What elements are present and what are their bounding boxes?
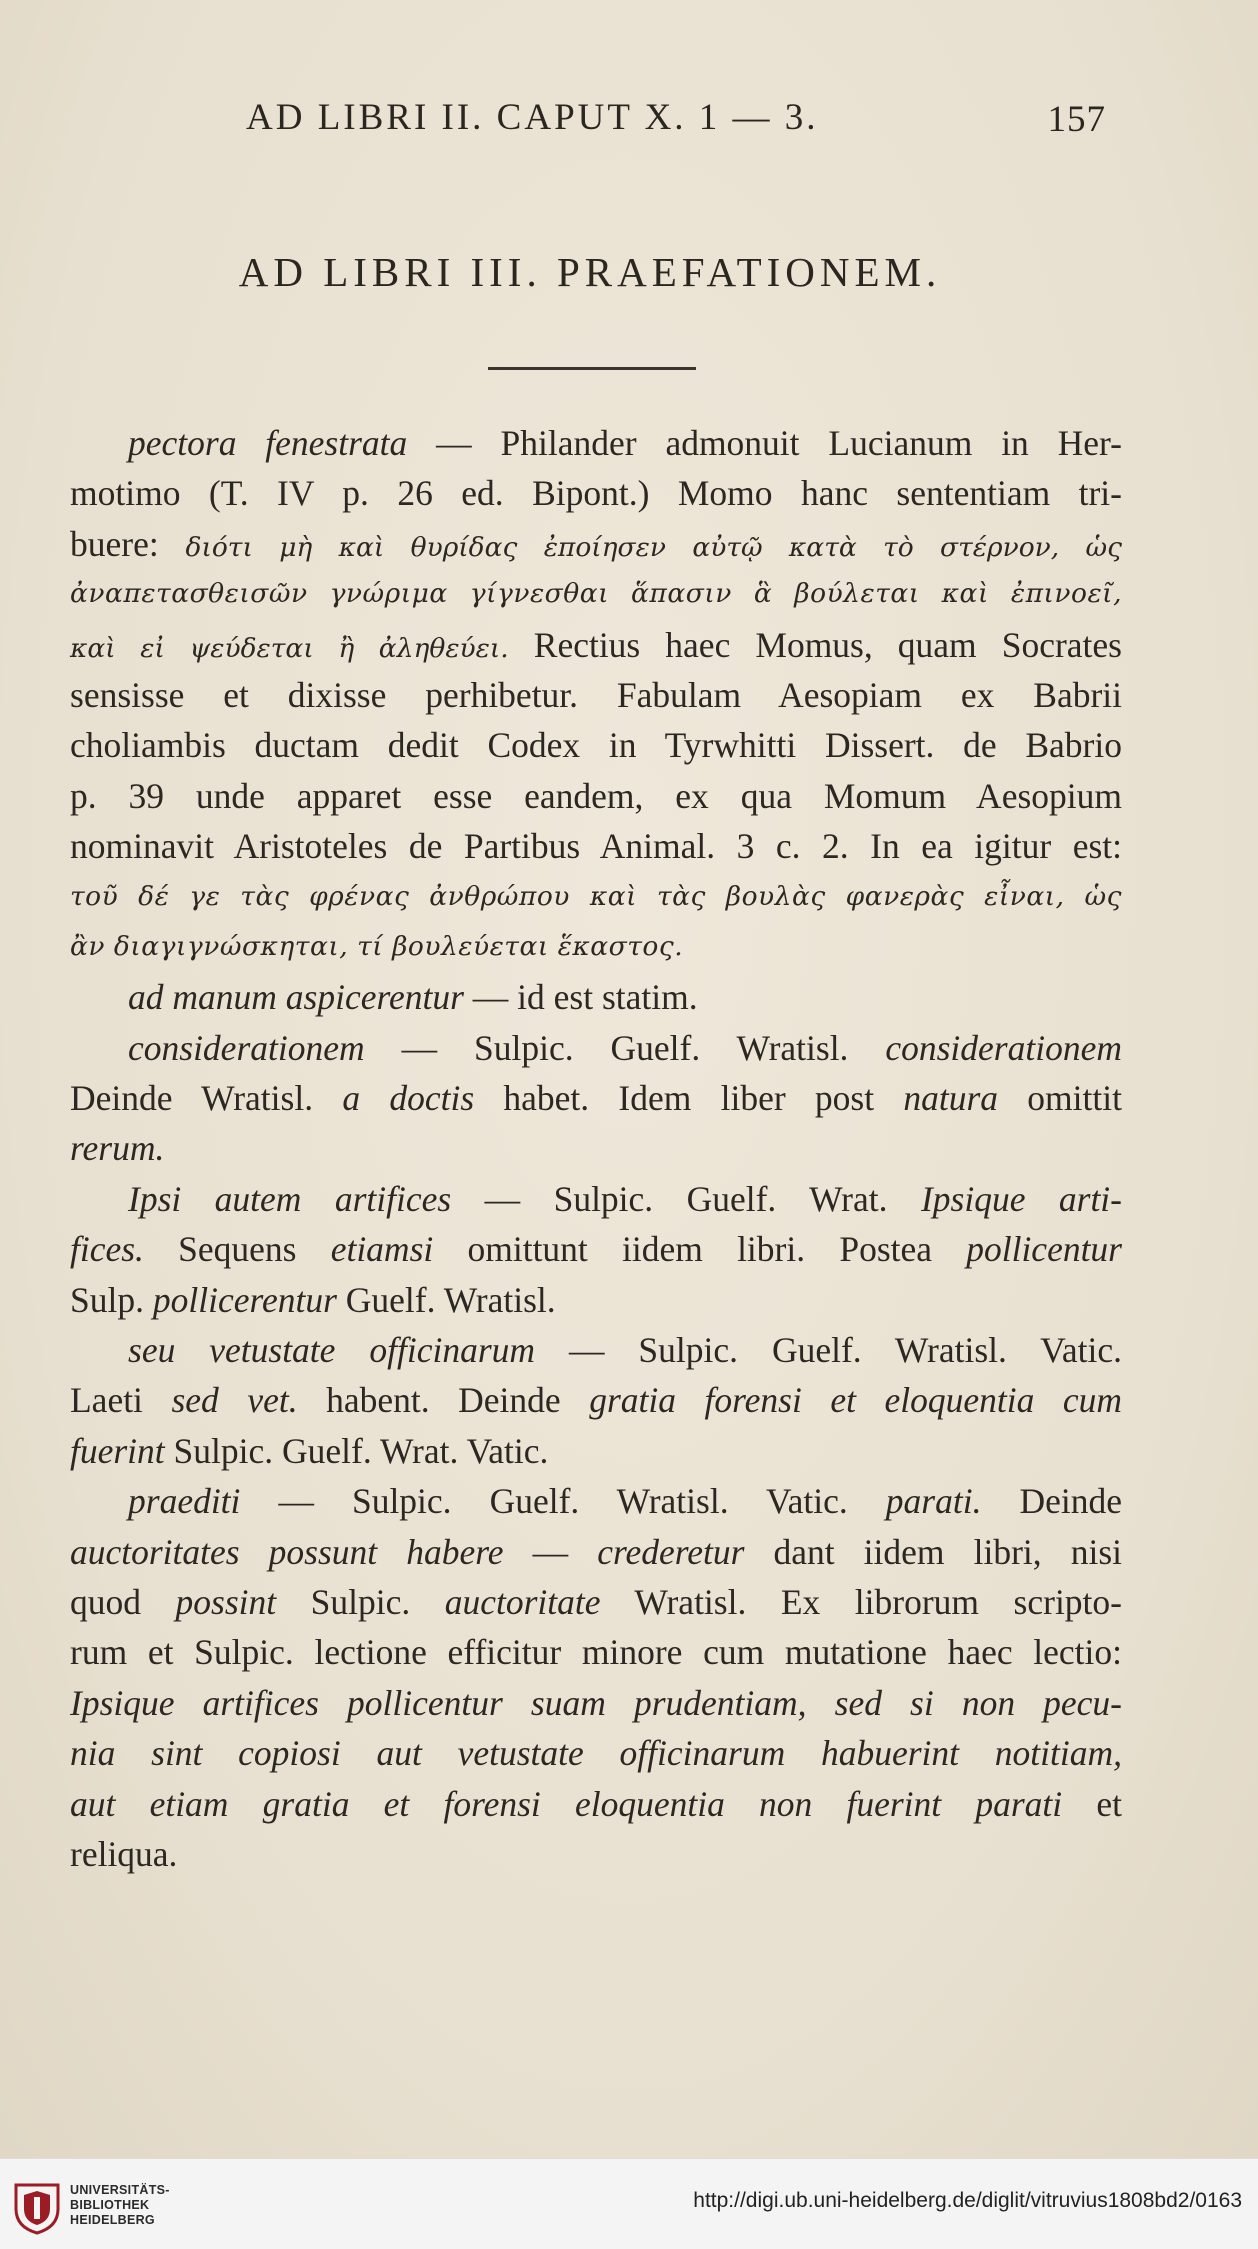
lemma: considerationem [128, 1027, 365, 1068]
text-line: motimo (T. IV p. 26 ed. Bipont.) Momo hanc sententiam tri- [70, 473, 1122, 514]
running-title: AD LIBRI II. CAPUT X. 1 — 3. [246, 97, 819, 138]
text-line: ad manum aspicerentur — id est statim. [128, 977, 698, 1018]
text-line: p. 39 unde apparet esse eandem, ex qua Momum Aesopium [70, 775, 1122, 816]
variant-reading: Ipsique arti- [920, 1178, 1122, 1219]
variant-reading: auctoritates possunt habere [70, 1531, 504, 1572]
greek-quote: ἀναπετασθεισῶν γνώριμα γίγνεσθαι ἅπασιν ἃ βούλεται καὶ ἐπινοεῖ, [70, 578, 1122, 610]
text-line: sensisse et dixisse perhibetur. Fabulam Aesopiam ex Babrii [70, 674, 1122, 715]
text-line: rum et Sulpic. lectione efficitur minore cum mutatione haec lectio: [70, 1632, 1122, 1673]
text-line: pectora fenestrata — Philander admonuit Lucianum in Her- [128, 423, 1122, 463]
text-line: fices. Sequens etiamsi omittunt iidem libri. Postea pollicentur [70, 1229, 1122, 1270]
running-head [246, 96, 1106, 146]
lemma: seu vetustate officinarum [128, 1330, 536, 1371]
variant-reading: fices. [70, 1229, 144, 1270]
text-line: seu vetustate officinarum — Sulpic. Guelf. Wratisl. Vatic. [128, 1330, 1122, 1371]
library-name: UNIVERSITÄTS- BIBLIOTHEK HEIDELBERG [70, 2183, 170, 2227]
greek-quote: διότι μὴ καὶ θυρίδας ἐποίησεν αὐτῷ κατὰ τὸ στέρνον, ὡς [185, 531, 1122, 563]
variant-reading: natura [903, 1078, 999, 1119]
text-line: nia sint copiosi aut vetustate officinarum habuerint notitiam, [70, 1733, 1122, 1774]
variant-reading: gratia forensi et eloquentia cum [589, 1380, 1123, 1421]
variant-reading: a doctis [342, 1078, 475, 1119]
page-number: 157 [1047, 99, 1106, 140]
commentary-text [70, 418, 1122, 1879]
library-seal-icon [12, 2179, 62, 2235]
variant-reading: auctoritate [444, 1581, 601, 1622]
variant-reading: pollicentur [966, 1229, 1122, 1270]
text-line: choliambis ductam dedit Codex in Tyrwhitti Dissert. de Babrio [70, 725, 1122, 766]
variant-reading: aut etiam gratia et forensi eloquentia non fuerint parati [70, 1783, 1063, 1824]
text-line: considerationem — Sulpic. Guelf. Wratisl. considerationem [128, 1027, 1122, 1068]
lemma: praediti [128, 1481, 241, 1522]
greek-quote: ἂν διαγιγνώσκηται, τί βουλεύεται ἕκαστος. [70, 930, 684, 962]
text-line: buere: διότι μὴ καὶ θυρίδας ἐποίησεν αὐτῷ κατὰ τὸ στέρνον, ὡς [70, 523, 1122, 564]
variant-reading: fuerint [70, 1430, 165, 1471]
text-line: Ipsi autem artifices — Sulpic. Guelf. Wrat. Ipsique arti- [128, 1178, 1122, 1219]
text-line: aut etiam gratia et forensi eloquentia non fuerint parati et [70, 1783, 1122, 1824]
source-url-link[interactable]: http://digi.ub.uni-heidelberg.de/diglit/vitruvius1808bd2/0163 [693, 2189, 1242, 2212]
text-line: quod possint Sulpic. auctoritate Wratisl. Ex librorum scripto- [70, 1581, 1122, 1622]
text-line: fuerint Sulpic. Guelf. Wrat. Vatic. [70, 1430, 549, 1471]
section-title: AD LIBRI III. PRAEFATIONEM. [238, 249, 942, 295]
text-line: καὶ εἰ ψεύδεται ἢ ἀληθεύει. Rectius haec Momus, quam Socrates [70, 624, 1122, 665]
variant-reading: sed vet. [171, 1380, 298, 1421]
lemma: Ipsi autem artifices [128, 1178, 452, 1219]
greek-quote: τοῦ δέ γε τὰς φρένας ἀνθρώπου καὶ τὰς βουλὰς φανερὰς εἶναι, ὡς [70, 880, 1122, 912]
title-rule [488, 367, 696, 370]
greek-quote: καὶ εἰ ψεύδεται ἢ ἀληθεύει. [70, 632, 509, 664]
text-line: nominavit Aristoteles de Partibus Animal. 3 c. 2. In ea igitur est: [70, 826, 1122, 867]
lemma: ad manum aspicerentur [128, 977, 464, 1018]
text-line: reliqua. [70, 1833, 178, 1874]
variant-reading: parati. [885, 1481, 982, 1522]
text-line: Laeti sed vet. habent. Deinde gratia forensi et eloquentia cum [70, 1380, 1123, 1421]
footer-bar [0, 2158, 1258, 2249]
lemma: pectora fenestrata [128, 423, 408, 463]
library-logo[interactable] [12, 2179, 182, 2239]
variant-reading: considerationem [885, 1027, 1122, 1068]
text-line: praediti — Sulpic. Guelf. Wratisl. Vatic. parati. Deinde [128, 1481, 1122, 1522]
variant-reading: etiamsi [330, 1229, 434, 1270]
text-line: Sulp. pollicerentur Guelf. Wratisl. [70, 1279, 556, 1320]
variant-reading: crederetur [597, 1531, 745, 1572]
text-line: Deinde Wratisl. a doctis habet. Idem liber post natura omittit [70, 1078, 1122, 1119]
text-line: auctoritates possunt habere — crederetur dant iidem libri, nisi [70, 1531, 1123, 1572]
text-line: Ipsique artifices pollicentur suam prudentiam, sed si non pecu- [70, 1682, 1122, 1723]
text-line: rerum. [70, 1128, 165, 1169]
variant-reading: pollicerentur [152, 1279, 337, 1320]
variant-reading: possint [175, 1581, 277, 1622]
